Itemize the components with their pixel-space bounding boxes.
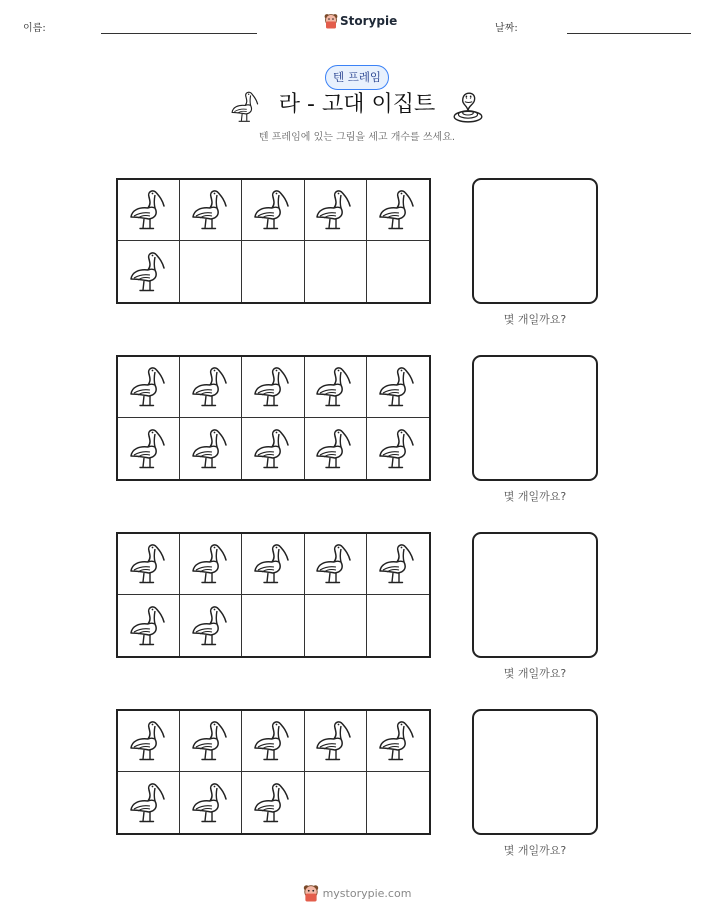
ten-frame-cell <box>367 534 429 595</box>
name-label: 이름: <box>23 23 46 34</box>
date-label: 날짜: <box>495 23 518 34</box>
ibis-icon <box>378 542 418 586</box>
ten-frame-cell <box>118 772 180 833</box>
ibis-icon <box>378 719 418 763</box>
answer-box[interactable] <box>472 355 598 481</box>
name-line <box>101 33 257 34</box>
ten-frame-cell <box>180 241 242 302</box>
ibis-icon <box>129 188 169 232</box>
ten-frame-cell <box>305 357 367 418</box>
ten-frame-cell <box>118 357 180 418</box>
ten-frame-cell <box>180 418 242 479</box>
ten-frame-cell <box>118 418 180 479</box>
ten-frame-cell <box>242 595 304 656</box>
ten-frame-cell <box>305 180 367 241</box>
ibis-icon <box>129 604 169 648</box>
brand-logo <box>324 13 397 29</box>
ten-frame-cell <box>180 772 242 833</box>
ten-frame-cell <box>180 595 242 656</box>
ibis-icon <box>129 542 169 586</box>
ibis-icon <box>253 719 293 763</box>
storypie-mascot-icon <box>324 13 338 29</box>
ten-frame-cell <box>118 595 180 656</box>
ibis-icon <box>191 188 231 232</box>
ten-frame <box>116 532 431 658</box>
footer-url: mystorypie.com <box>322 886 412 900</box>
page-title: 라 - 고대 이집트 <box>278 92 436 117</box>
ten-frame-cell <box>118 180 180 241</box>
ibis-icon <box>129 250 169 294</box>
ten-frame-cell <box>367 711 429 772</box>
ibis-icon <box>129 365 169 409</box>
ten-frame-cell <box>305 772 367 833</box>
ten-frame-cell <box>367 357 429 418</box>
ten-frame-cell <box>180 357 242 418</box>
ibis-icon <box>191 781 231 825</box>
ibis-icon <box>191 542 231 586</box>
question-label: 몇 개일까요? <box>503 844 567 857</box>
ibis-icon <box>129 781 169 825</box>
question-label: 몇 개일까요? <box>503 667 567 680</box>
ibis-icon <box>191 719 231 763</box>
ten-frame-cell <box>118 711 180 772</box>
ten-frame-cell <box>367 772 429 833</box>
answer-box[interactable] <box>472 178 598 304</box>
ten-frame-cell <box>242 418 304 479</box>
ibis-icon <box>315 188 355 232</box>
ten-frame-cell <box>180 711 242 772</box>
ibis-icon <box>253 781 293 825</box>
ibis-icon <box>253 427 293 471</box>
ibis-icon <box>315 719 355 763</box>
ibis-icon <box>315 542 355 586</box>
ibis-icon <box>378 365 418 409</box>
ten-frame-cell <box>305 534 367 595</box>
ten-frame-cell <box>367 418 429 479</box>
ibis-icon <box>378 427 418 471</box>
question-label: 몇 개일까요? <box>503 313 567 326</box>
ten-frame-cell <box>305 418 367 479</box>
answer-box[interactable] <box>472 532 598 658</box>
ten-frame-cell <box>180 180 242 241</box>
ten-frame-cell <box>242 241 304 302</box>
ten-frame-cell <box>118 534 180 595</box>
ibis-icon <box>191 365 231 409</box>
ten-frame-cell <box>242 357 304 418</box>
ten-frame-cell <box>242 772 304 833</box>
worksheet-type-badge: 텐 프레임 <box>325 65 389 90</box>
ten-frame-cell <box>180 534 242 595</box>
ten-frame-cell <box>118 241 180 302</box>
brand-name: Storypie <box>340 14 398 28</box>
instructions: 텐 프레임에 있는 그림을 세고 개수를 쓰세요. <box>258 132 456 143</box>
question-label: 몇 개일까요? <box>503 490 567 503</box>
answer-box[interactable] <box>472 709 598 835</box>
storypie-mascot-icon <box>303 884 319 902</box>
title-cobra-icon <box>451 90 485 124</box>
footer <box>0 884 714 902</box>
ten-frame-cell <box>305 711 367 772</box>
ten-frame-cell <box>305 595 367 656</box>
ten-frame <box>116 355 431 481</box>
ten-frame-cell <box>242 711 304 772</box>
ibis-icon <box>253 188 293 232</box>
ten-frame-cell <box>305 241 367 302</box>
ten-frame <box>116 709 431 835</box>
ten-frame-cell <box>242 534 304 595</box>
ibis-icon <box>378 188 418 232</box>
ibis-icon <box>191 427 231 471</box>
ibis-icon <box>315 427 355 471</box>
ibis-icon <box>191 604 231 648</box>
ibis-icon <box>129 427 169 471</box>
ibis-icon <box>253 365 293 409</box>
date-line <box>567 33 691 34</box>
ibis-icon <box>315 365 355 409</box>
ten-frame-cell <box>367 241 429 302</box>
ten-frame <box>116 178 431 304</box>
ten-frame-cell <box>242 180 304 241</box>
ten-frame-cell <box>367 595 429 656</box>
ibis-icon <box>129 719 169 763</box>
ten-frame-cell <box>367 180 429 241</box>
ibis-icon <box>253 542 293 586</box>
